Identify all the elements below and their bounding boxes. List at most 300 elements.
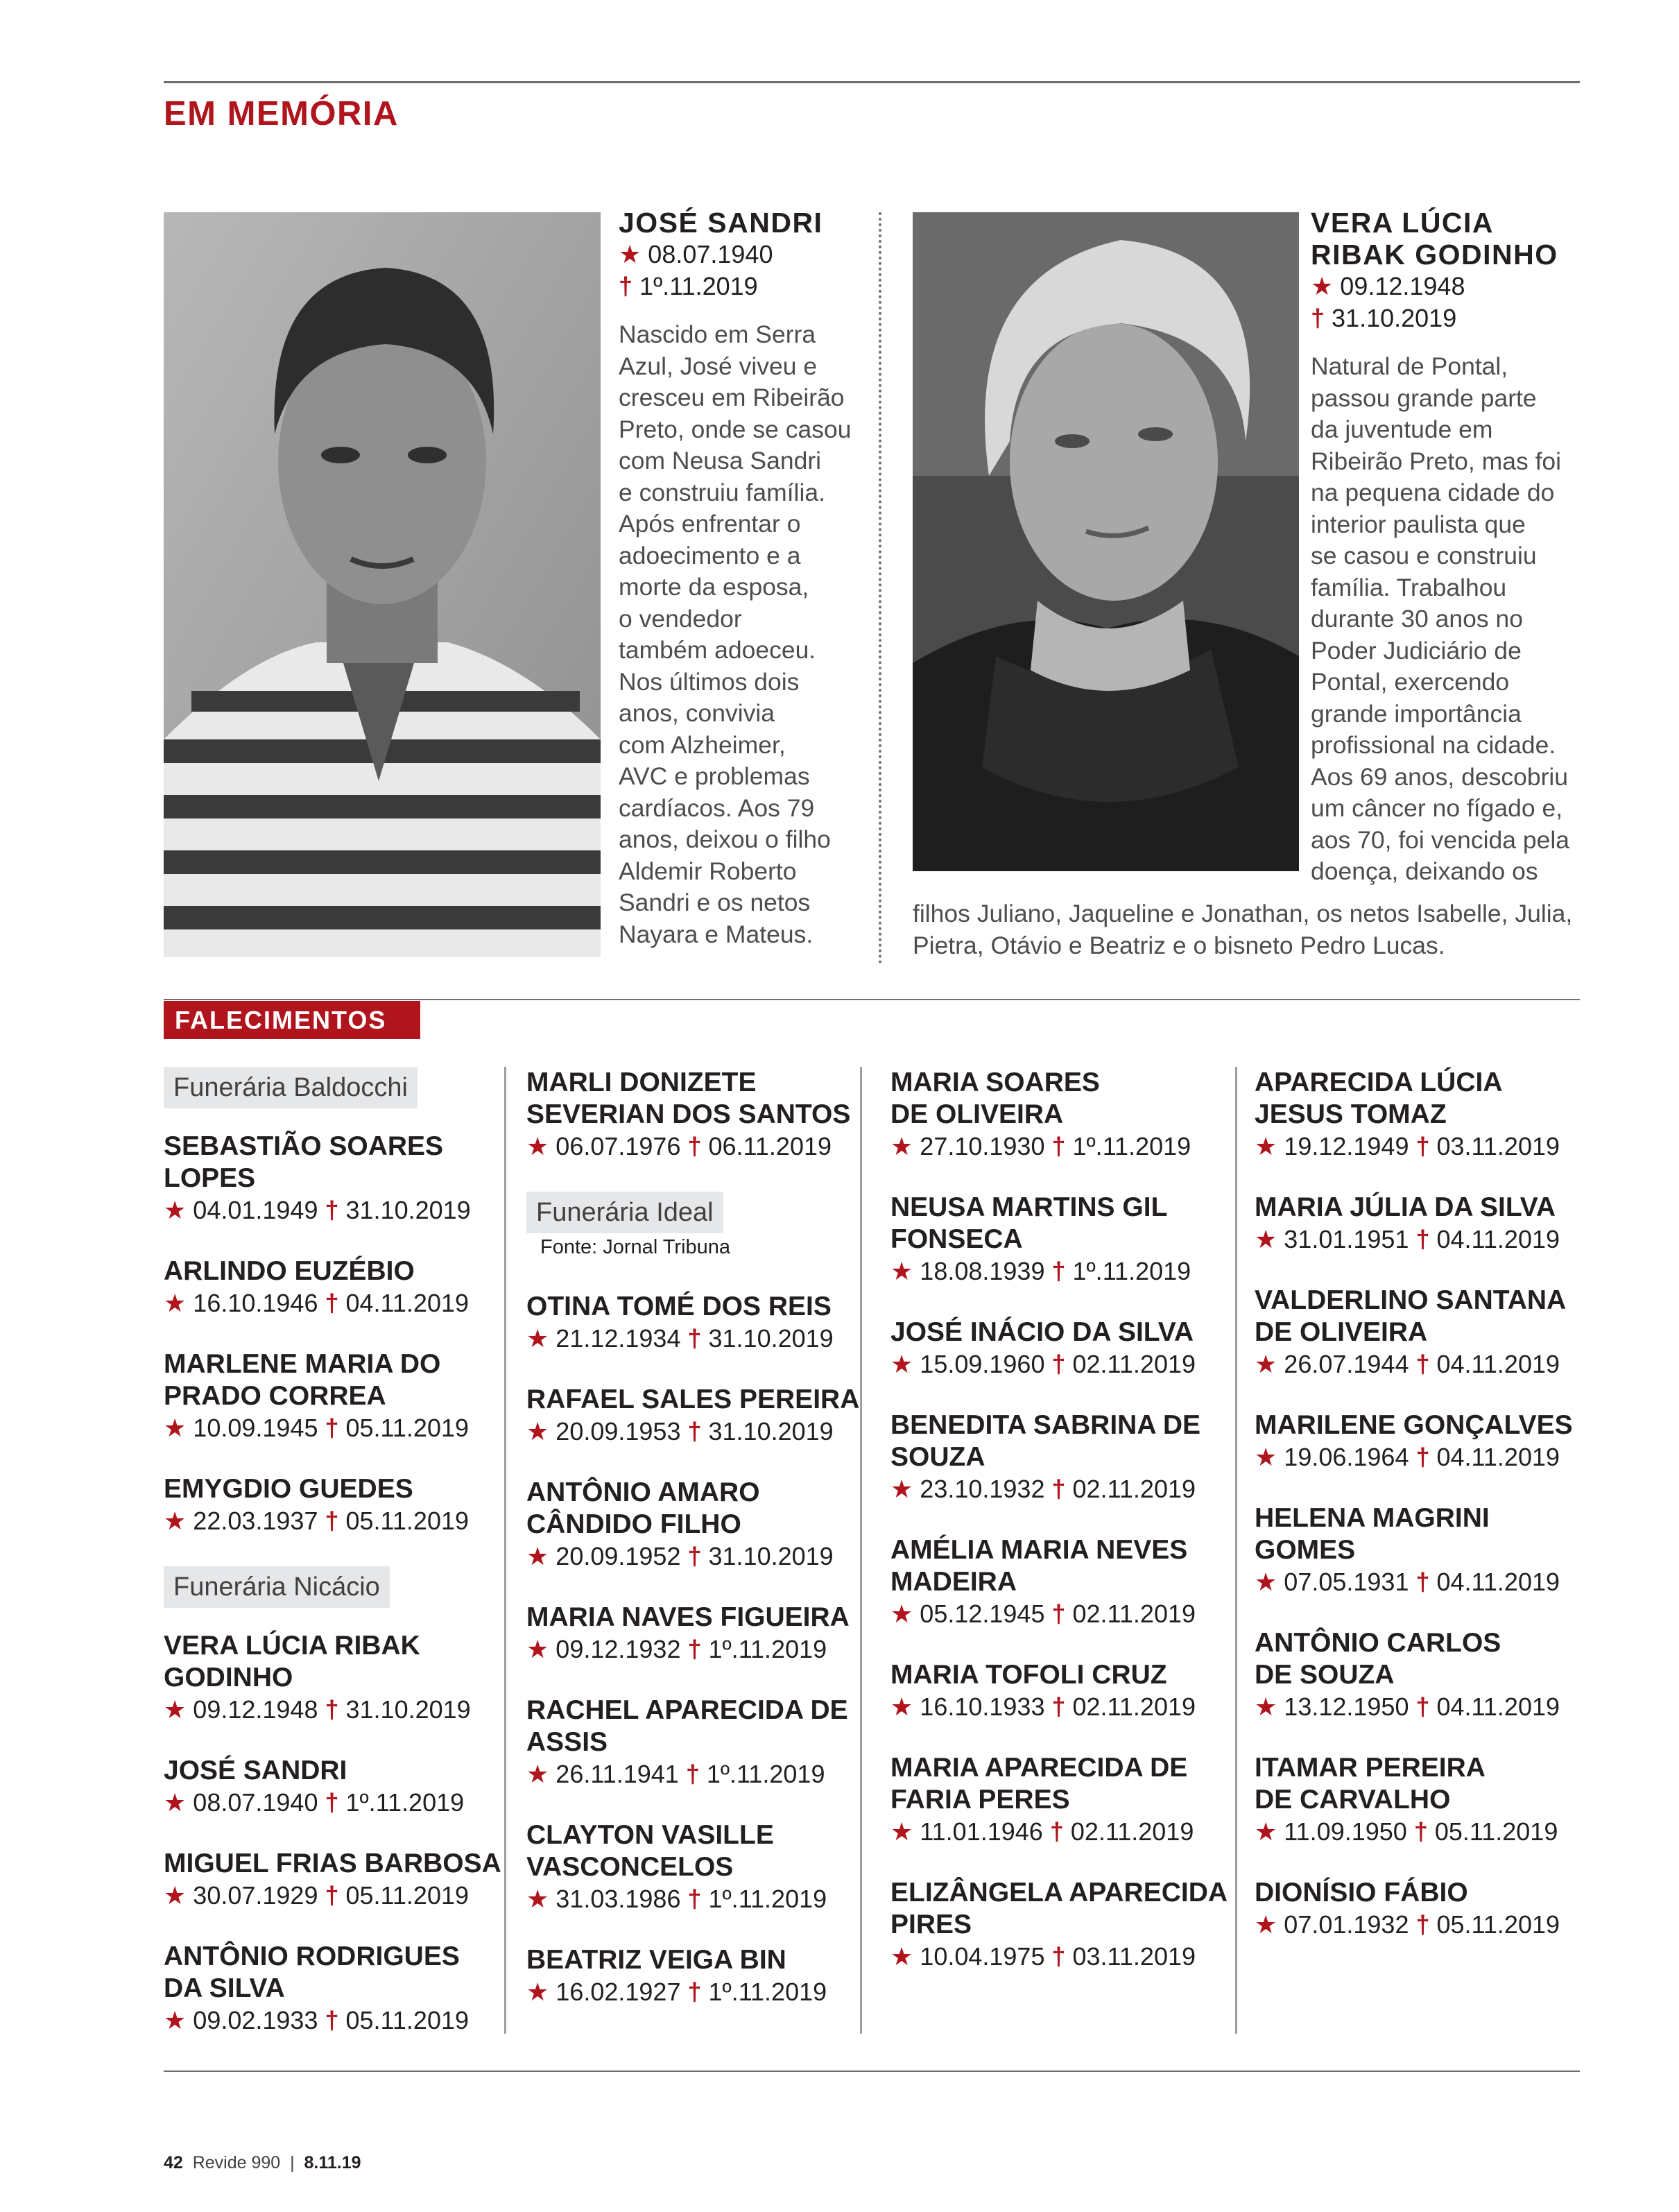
star-icon: ★ xyxy=(890,1257,913,1285)
death-entry xyxy=(526,1067,880,1163)
death-entry xyxy=(164,1473,517,1537)
death-entry xyxy=(1255,1409,1608,1473)
bio-line: grande importância xyxy=(1311,699,1522,728)
obituary-jose-sandri xyxy=(619,207,861,950)
death-date: 31.10.2019 xyxy=(345,1695,471,1724)
death-dates xyxy=(526,1541,880,1572)
star-icon: ★ xyxy=(526,1324,549,1353)
deceased-name: RAFAEL SALES PEREIRA xyxy=(526,1384,860,1414)
bio-line: o vendedor xyxy=(619,604,742,633)
cross-icon: † xyxy=(318,1695,346,1724)
deceased-name: VALDERLINO SANTANA xyxy=(1255,1285,1567,1315)
death-dates xyxy=(890,1255,1244,1287)
bio-line: com Alzheimer, xyxy=(619,730,786,759)
deceased-name: AMÉLIA MARIA NEVES xyxy=(890,1535,1188,1565)
column-separator xyxy=(504,1067,506,2034)
cross-icon: † xyxy=(1409,1692,1437,1721)
death-entry xyxy=(164,1131,517,1226)
birth-date: 10.09.1945 xyxy=(193,1414,318,1442)
section-title: EM MEMÓRIA xyxy=(164,95,399,132)
bio-line: Nayara e Mateus. xyxy=(619,920,813,948)
death-entry xyxy=(526,1944,880,2008)
deceased-name: LOPES xyxy=(164,1163,256,1193)
death-dates xyxy=(164,1787,517,1819)
bio-line: aos 70, foi vencida pela xyxy=(1311,825,1570,854)
death-date: 04.11.2019 xyxy=(345,1289,470,1317)
star-icon: ★ xyxy=(890,1817,913,1846)
deceased-name: NEUSA MARTINS GIL xyxy=(890,1192,1168,1222)
birth-date: 20.09.1952 xyxy=(556,1542,681,1570)
star-icon: ★ xyxy=(164,1196,187,1224)
birth-date: 20.09.1953 xyxy=(556,1417,681,1446)
birth-date: 11.01.1946 xyxy=(920,1817,1043,1846)
star-icon: ★ xyxy=(1255,1910,1277,1939)
birth-date: 08.07.1940 xyxy=(193,1788,318,1817)
death-date: 03.11.2019 xyxy=(1436,1132,1560,1160)
star-icon: ★ xyxy=(526,1978,549,2006)
star-icon: ★ xyxy=(164,2006,187,2034)
death-entry xyxy=(526,1384,880,1448)
funeraria-label: Funerária Nicácio xyxy=(164,1566,390,1608)
death-date: 1º.11.2019 xyxy=(706,1760,825,1788)
deceased-name: VASCONCELOS xyxy=(526,1852,734,1882)
star-icon: ★ xyxy=(164,1695,187,1724)
bio-line: durante 30 anos no xyxy=(1311,605,1523,633)
birth-date: 26.07.1944 xyxy=(1284,1350,1409,1378)
death-entry xyxy=(1255,1285,1608,1380)
birth-date: 11.09.1950 xyxy=(1284,1817,1407,1846)
bio-line: Sandri e os netos xyxy=(619,889,811,916)
death-entry xyxy=(890,1659,1244,1723)
bio-line: na pequena cidade do xyxy=(1311,479,1555,506)
death-entry xyxy=(526,1819,880,1915)
page-number: 42 xyxy=(164,2153,183,2172)
death-entry xyxy=(526,1602,880,1665)
funeraria-label: Funerária Ideal xyxy=(526,1192,723,1233)
dotted-separator xyxy=(879,212,881,964)
death-entry xyxy=(890,1192,1244,1287)
birth-date: 09.02.1933 xyxy=(193,2006,318,2034)
death-dates xyxy=(526,1883,880,1915)
star-icon: ★ xyxy=(164,1414,187,1442)
death-dates xyxy=(1255,1691,1608,1723)
deceased-name: ARLINDO EUZÉBIO xyxy=(164,1256,415,1286)
bio-line: passou grande parte xyxy=(1311,384,1537,412)
death-date: 1º.11.2019 xyxy=(708,1635,827,1663)
obituary-bio xyxy=(619,319,861,950)
bio-line: cardíacos. Aos 79 xyxy=(619,794,815,822)
top-rule xyxy=(164,81,1580,83)
death-dates xyxy=(1255,1224,1608,1255)
deceased-name: CÂNDIDO FILHO xyxy=(526,1509,741,1539)
death-entry xyxy=(890,1877,1244,1973)
deceased-name: MARIA NAVES FIGUEIRA xyxy=(526,1602,850,1632)
death-dates xyxy=(526,1976,880,2008)
star-icon: ★ xyxy=(1255,1132,1277,1160)
obituary-bio-continued xyxy=(913,898,1592,961)
deceased-name: ANTÔNIO AMARO xyxy=(526,1477,760,1507)
falecimentos-label: FALECIMENTOS xyxy=(164,1001,420,1039)
cross-icon: † xyxy=(680,1885,709,1913)
death-entry xyxy=(526,1695,880,1790)
cross-icon: † xyxy=(680,1132,709,1160)
death-dates xyxy=(890,1941,1244,1973)
death-date: 31.10.2019 xyxy=(345,1196,471,1224)
bio-line: Natural de Pontal, xyxy=(1311,352,1508,380)
obituary-bio xyxy=(1311,351,1588,888)
death-dates xyxy=(890,1598,1244,1630)
bio-line: com Neusa Sandri xyxy=(619,447,822,474)
deceased-name: GODINHO xyxy=(164,1663,293,1692)
star-icon: ★ xyxy=(890,1350,913,1378)
deceased-name: BEATRIZ VEIGA BIN xyxy=(526,1945,786,1975)
death-entry xyxy=(1255,1752,1608,1848)
deceased-name: MARIA TOFOLI CRUZ xyxy=(890,1660,1167,1690)
death-date: 1º.11.2019 xyxy=(708,1885,827,1913)
birth-date: 15.09.1960 xyxy=(920,1350,1045,1378)
cross-icon: † xyxy=(1409,1568,1437,1596)
deceased-name: MADEIRA xyxy=(890,1567,1017,1597)
death-entry xyxy=(164,1630,517,1726)
birth-date: 21.12.1934 xyxy=(556,1324,681,1353)
obituary-vera-lucia xyxy=(1311,207,1588,888)
deceased-name: OTINA TOMÉ DOS REIS xyxy=(526,1292,832,1321)
death-entry xyxy=(526,1291,880,1355)
deceased-name: JESUS TOMAZ xyxy=(1255,1099,1447,1129)
column-separator xyxy=(860,1067,862,2034)
falecimentos-rule xyxy=(164,999,1580,1000)
death-entry xyxy=(526,1477,880,1572)
footer xyxy=(164,2153,361,2173)
bio-line: interior paulista que xyxy=(1311,510,1526,538)
death-date: 05.11.2019 xyxy=(345,1881,470,1910)
cross-icon: † xyxy=(678,1760,707,1788)
footer-separator: | xyxy=(290,2153,295,2172)
obituary-death: † 31.10.2019 xyxy=(1311,304,1457,332)
cross-icon: † xyxy=(1044,1600,1073,1628)
cross-icon: † xyxy=(1409,1910,1437,1939)
deceased-name: DA SILVA xyxy=(164,1973,285,2003)
death-dates xyxy=(1255,1566,1608,1598)
bio-line: família. Trabalhou xyxy=(1311,573,1507,601)
bio-line: e construiu família. xyxy=(619,478,825,506)
cross-icon: † xyxy=(1409,1225,1437,1253)
birth-date: 07.05.1931 xyxy=(1284,1568,1409,1596)
bio-line: adoecimento e a xyxy=(619,541,801,569)
star-icon: ★ xyxy=(890,1132,913,1160)
cross-icon: † xyxy=(1409,1132,1437,1160)
deceased-name: JOSÉ SANDRI xyxy=(164,1756,347,1785)
death-dates xyxy=(164,1694,517,1726)
column-separator xyxy=(1235,1067,1237,2034)
deceased-name: DIONÍSIO FÁBIO xyxy=(1255,1878,1468,1907)
cross-icon: † xyxy=(1044,1257,1073,1285)
death-entry xyxy=(164,1941,517,2037)
death-date: 05.11.2019 xyxy=(1436,1910,1560,1939)
death-date: 04.11.2019 xyxy=(1436,1350,1560,1378)
bottom-rule xyxy=(164,2070,1580,2072)
deceased-name: EMYGDIO GUEDES xyxy=(164,1474,413,1504)
cross-icon: † xyxy=(318,1414,346,1442)
cross-icon: † xyxy=(318,1196,346,1224)
bio-line: também adoeceu. xyxy=(619,636,816,664)
deceased-name: PRADO CORREA xyxy=(164,1381,386,1411)
deceased-name: DE SOUZA xyxy=(1255,1660,1395,1690)
death-date: 02.11.2019 xyxy=(1072,1350,1196,1378)
cross-icon: † xyxy=(1044,1692,1073,1721)
cross-icon: † xyxy=(318,2006,346,2034)
deceased-name: ANTÔNIO RODRIGUES xyxy=(164,1941,460,1971)
bio-line: Após enfrentar o xyxy=(619,510,801,538)
birth-date: 26.11.1941 xyxy=(556,1760,679,1788)
deceased-name: FONSECA xyxy=(890,1224,1023,1254)
obituary-birth: ★ 09.12.1948 xyxy=(1311,272,1465,300)
death-entry xyxy=(164,1755,517,1819)
deceased-name: DE CARVALHO xyxy=(1255,1785,1451,1815)
death-dates xyxy=(1255,1348,1608,1380)
bio-line: profissional na cidade. xyxy=(1311,731,1556,759)
death-entry xyxy=(1255,1192,1608,1255)
star-icon: ★ xyxy=(890,1942,913,1971)
deceased-name: SOUZA xyxy=(890,1442,985,1472)
bio-line: anos, deixou o filho xyxy=(619,825,831,853)
star-icon: ★ xyxy=(619,240,642,268)
death-entry xyxy=(164,1255,517,1319)
cross-icon: † xyxy=(318,1507,346,1535)
birth-date: 09.12.1948 xyxy=(193,1695,318,1724)
death-dates xyxy=(890,1816,1244,1848)
death-entry xyxy=(1255,1877,1608,1941)
obituary-name: JOSÉ SANDRI xyxy=(619,207,823,239)
death-dates xyxy=(526,1323,880,1355)
deceased-name: GOMES xyxy=(1255,1535,1356,1565)
star-icon: ★ xyxy=(1255,1443,1277,1471)
birth-date: 05.12.1945 xyxy=(920,1600,1045,1628)
birth-date: 10.04.1975 xyxy=(920,1942,1045,1971)
death-entry xyxy=(890,1534,1244,1630)
death-date: 31.10.2019 xyxy=(708,1542,834,1570)
deceased-name: MARIA SOARES xyxy=(890,1068,1100,1097)
death-dates xyxy=(890,1691,1244,1723)
birth-date: 22.03.1937 xyxy=(193,1507,318,1535)
obituary-name-line-1: VERA LÚCIA xyxy=(1311,207,1495,239)
death-date: 02.11.2019 xyxy=(1072,1600,1196,1628)
star-icon: ★ xyxy=(164,1289,187,1317)
death-date: 1º.11.2019 xyxy=(708,1978,827,2006)
deceased-name: MARLENE MARIA DO xyxy=(164,1349,441,1379)
cross-icon: † xyxy=(680,1542,709,1570)
star-icon: ★ xyxy=(1255,1568,1277,1596)
birth-date: 09.12.1932 xyxy=(556,1635,681,1663)
death-dates xyxy=(164,1194,517,1226)
death-date: 03.11.2019 xyxy=(1072,1942,1196,1971)
star-icon: ★ xyxy=(890,1600,913,1628)
deaths-column-2 xyxy=(526,1067,880,2037)
death-entry xyxy=(1255,1502,1608,1598)
cross-icon: † xyxy=(1409,1350,1437,1378)
deceased-name: MARLI DONIZETE xyxy=(526,1068,757,1097)
source-note: Fonte: Jornal Tribuna xyxy=(540,1236,731,1258)
cross-icon: † xyxy=(1044,1132,1073,1160)
cross-icon: † xyxy=(680,1324,709,1353)
birth-date: 07.01.1932 xyxy=(1284,1910,1409,1939)
deceased-name: ANTÔNIO CARLOS xyxy=(1255,1628,1501,1658)
death-dates xyxy=(526,1634,880,1665)
death-dates xyxy=(526,1416,880,1448)
bio-line: Pontal, exercendo xyxy=(1311,668,1510,696)
deaths-column-4 xyxy=(1255,1067,1608,1970)
death-dates xyxy=(164,1412,517,1444)
obituary-name-line-2: RIBAK GODINHO xyxy=(1311,239,1558,271)
death-date: 1º.11.2019 xyxy=(1072,1257,1191,1285)
birth-date: 13.12.1950 xyxy=(1284,1692,1409,1721)
death-dates xyxy=(526,1758,880,1790)
bio-line: Nos últimos dois xyxy=(619,667,800,696)
deceased-name: CLAYTON VASILLE xyxy=(526,1820,774,1850)
death-entry xyxy=(1255,1627,1608,1723)
death-entry xyxy=(890,1752,1244,1848)
bio-line: AVC e problemas xyxy=(619,762,810,790)
deceased-name: MARIA APARECIDA DE xyxy=(890,1753,1188,1783)
death-date: 31.10.2019 xyxy=(708,1324,834,1353)
bio-line: se casou e construiu xyxy=(1311,542,1537,569)
birth-date: 31.03.1986 xyxy=(556,1885,681,1913)
death-date: 05.11.2019 xyxy=(345,1414,470,1442)
death-dates xyxy=(1255,1441,1608,1473)
deceased-name: PIRES xyxy=(890,1910,972,1939)
bio-line: filhos Juliano, Jaqueline e Jonathan, os netos Isabelle, Julia, xyxy=(913,900,1573,927)
deceased-name: MARILENE GONÇALVES xyxy=(1255,1410,1573,1440)
birth-date: 23.10.1932 xyxy=(920,1475,1045,1503)
death-entry xyxy=(164,1348,517,1444)
star-icon: ★ xyxy=(1255,1350,1277,1378)
bio-line: Poder Judiciário de xyxy=(1311,636,1522,665)
bio-line: da juventude em xyxy=(1311,415,1493,443)
deceased-name: MARIA JÚLIA DA SILVA xyxy=(1255,1192,1556,1222)
star-icon: ★ xyxy=(890,1692,913,1721)
birth-date: 19.06.1964 xyxy=(1284,1443,1409,1471)
death-date: 05.11.2019 xyxy=(1434,1817,1558,1846)
bio-line: Ribeirão Preto, mas foi xyxy=(1311,447,1562,475)
cross-icon: † xyxy=(619,272,633,300)
obituary-death: † 1º.11.2019 xyxy=(619,272,758,300)
deceased-name: SEVERIAN DOS SANTOS xyxy=(526,1099,851,1129)
star-icon: ★ xyxy=(164,1881,187,1910)
death-dates xyxy=(1255,1131,1608,1163)
obituary-birth: ★ 08.07.1940 xyxy=(619,240,773,268)
bio-line: anos, convivia xyxy=(619,699,775,727)
death-date: 05.11.2019 xyxy=(345,1507,470,1535)
deceased-name: ASSIS xyxy=(526,1727,608,1757)
birth-date: 30.07.1929 xyxy=(193,1881,318,1910)
star-icon: ★ xyxy=(890,1475,913,1503)
star-icon: ★ xyxy=(1255,1225,1277,1253)
cross-icon: † xyxy=(1042,1817,1071,1846)
death-dates xyxy=(1255,1816,1608,1848)
cross-icon: † xyxy=(1044,1942,1073,1971)
death-date: 31.10.2019 xyxy=(708,1417,834,1446)
bio-line: um câncer no fígado e, xyxy=(1311,794,1563,822)
death-date: 1º.11.2019 xyxy=(345,1788,465,1817)
cross-icon: † xyxy=(1044,1475,1073,1503)
birth-date: 16.02.1927 xyxy=(556,1978,681,2006)
star-icon: ★ xyxy=(526,1132,549,1160)
funeraria-label: Funerária Baldocchi xyxy=(164,1067,417,1108)
bio-line: morte da esposa, xyxy=(619,573,809,601)
star-icon: ★ xyxy=(526,1885,549,1913)
deaths-column-3 xyxy=(890,1067,1244,2002)
death-entry xyxy=(164,1848,517,1912)
death-dates xyxy=(1255,1909,1608,1941)
deceased-name: FARIA PERES xyxy=(890,1785,1070,1815)
star-icon: ★ xyxy=(526,1542,549,1570)
death-date: 05.11.2019 xyxy=(345,2006,470,2034)
death-date: 06.11.2019 xyxy=(708,1132,832,1160)
issue-date: 8.11.19 xyxy=(304,2153,361,2172)
deceased-name: BENEDITA SABRINA DE xyxy=(890,1410,1201,1440)
star-icon: ★ xyxy=(526,1760,549,1788)
cross-icon: † xyxy=(1044,1350,1073,1378)
death-dates xyxy=(164,1880,517,1912)
star-icon: ★ xyxy=(1255,1692,1277,1721)
deceased-name: DE OLIVEIRA xyxy=(1255,1317,1428,1347)
cross-icon: † xyxy=(318,1289,346,1317)
bio-line: Aos 69 anos, descobriu xyxy=(1311,762,1569,791)
deceased-name: RACHEL APARECIDA DE xyxy=(526,1695,848,1725)
deceased-name: JOSÉ INÁCIO DA SILVA xyxy=(890,1317,1194,1347)
deceased-name: SEBASTIÃO SOARES xyxy=(164,1131,444,1161)
death-dates xyxy=(526,1131,880,1163)
death-date: 02.11.2019 xyxy=(1070,1817,1194,1846)
magazine-issue: Revide 990 xyxy=(192,2153,281,2172)
death-dates xyxy=(164,2005,517,2037)
star-icon: ★ xyxy=(1311,272,1334,300)
death-date: 04.11.2019 xyxy=(1436,1692,1560,1721)
star-icon: ★ xyxy=(1255,1817,1277,1846)
deceased-name: DE OLIVEIRA xyxy=(890,1099,1064,1129)
birth-date: 27.10.1930 xyxy=(920,1132,1045,1160)
birth-date: 18.08.1939 xyxy=(920,1257,1045,1285)
death-dates xyxy=(890,1473,1244,1505)
star-icon: ★ xyxy=(526,1635,549,1663)
death-entry xyxy=(890,1409,1244,1505)
bio-line: Nascido em Serra xyxy=(619,320,816,348)
deceased-name: ITAMAR PEREIRA xyxy=(1255,1753,1486,1783)
photo-vera-lucia xyxy=(913,212,1299,871)
birth-date: 31.01.1951 xyxy=(1284,1225,1409,1253)
deceased-name: MIGUEL FRIAS BARBOSA xyxy=(164,1849,501,1878)
deceased-name: HELENA MAGRINI xyxy=(1255,1503,1490,1533)
bio-line: cresceu em Ribeirão xyxy=(619,384,845,411)
birth-date: 06.07.1976 xyxy=(556,1132,681,1160)
bio-line: Preto, onde se casou xyxy=(619,415,852,443)
death-entry xyxy=(890,1067,1244,1163)
death-dates xyxy=(164,1505,517,1537)
deaths-column-1 xyxy=(164,1067,517,2066)
bio-line: Pietra, Otávio e Beatriz e o bisneto Pedro Lucas. xyxy=(913,931,1445,959)
death-dates xyxy=(890,1131,1244,1163)
death-date: 02.11.2019 xyxy=(1072,1692,1196,1721)
death-entry xyxy=(890,1317,1244,1380)
birth-date: 19.12.1949 xyxy=(1284,1132,1409,1160)
star-icon: ★ xyxy=(526,1417,549,1446)
death-date: 02.11.2019 xyxy=(1072,1475,1196,1503)
death-date: 04.11.2019 xyxy=(1436,1225,1560,1253)
star-icon: ★ xyxy=(164,1507,187,1535)
birth-date: 16.10.1933 xyxy=(920,1692,1045,1721)
deceased-name: APARECIDA LÚCIA xyxy=(1255,1068,1503,1097)
cross-icon: † xyxy=(1409,1443,1437,1471)
